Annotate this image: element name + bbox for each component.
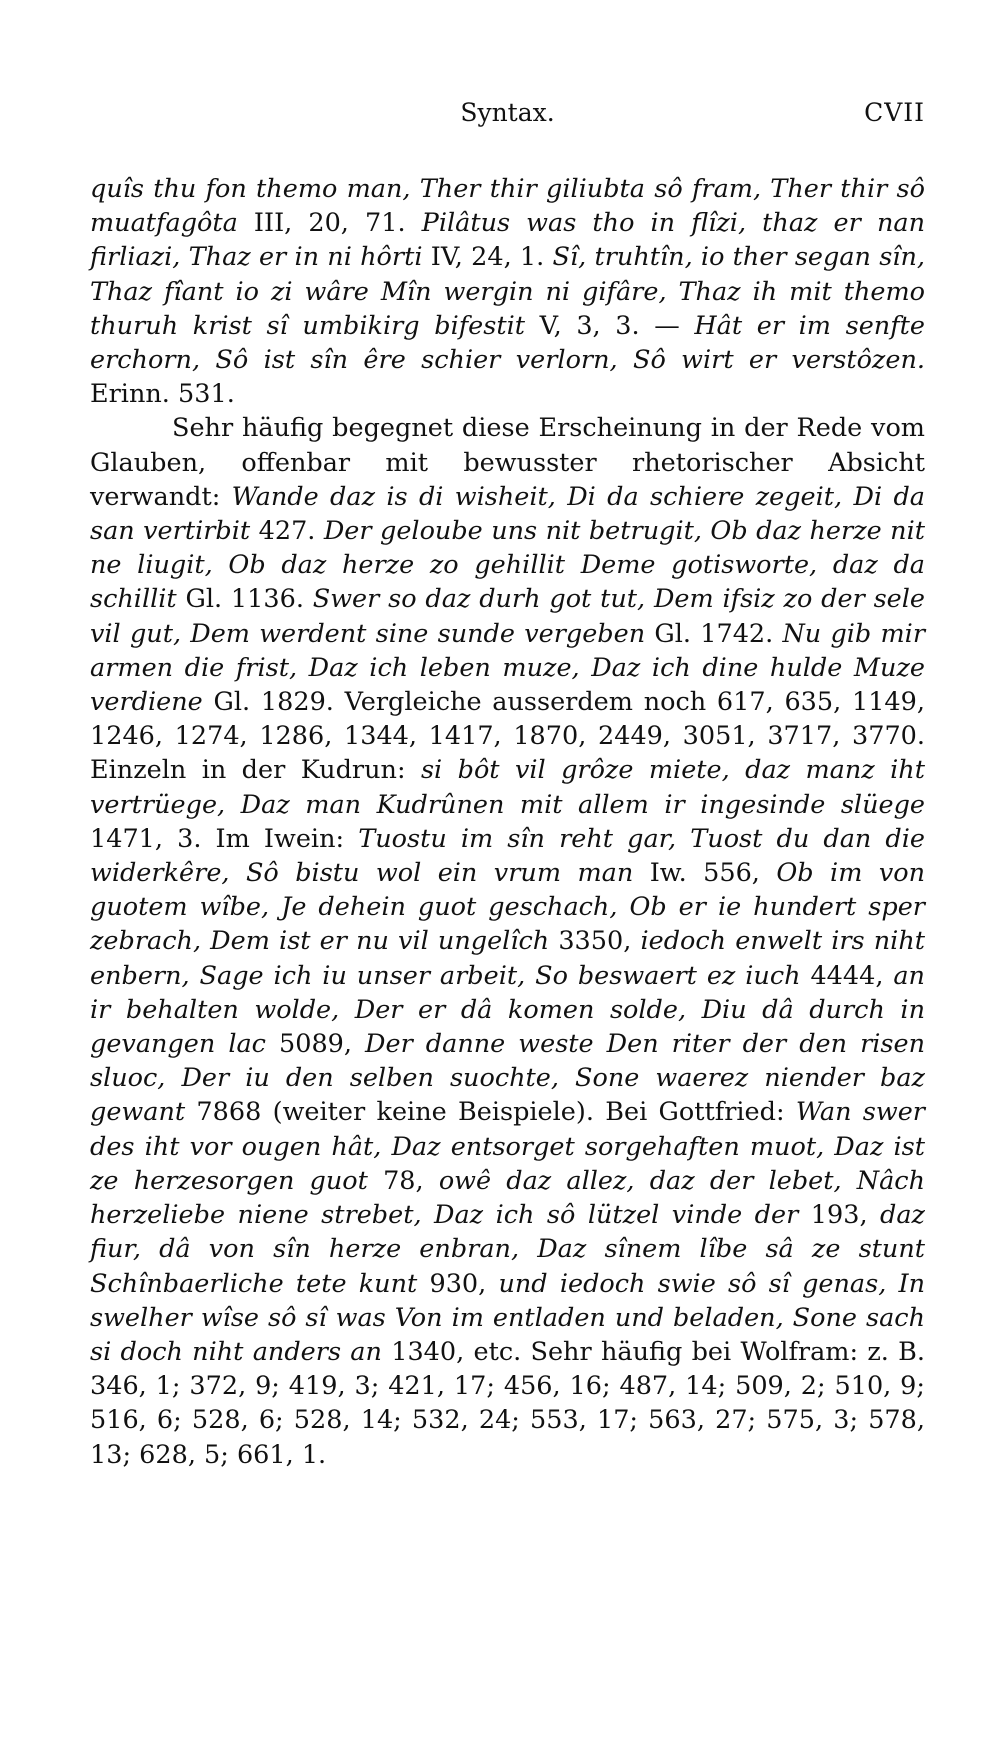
body-span: Gl. 1136. xyxy=(176,584,313,615)
body-span: IV, 24, 1. xyxy=(422,242,553,273)
quotation-text: owê daz allez, daz der lebet, Nâch herzeliebe niene strebet, Daz ich sô lützel vinde der xyxy=(90,1165,926,1231)
quotation-text: an ir behalten wolde, Der er dâ komen solde, Diu dâ durch in gevangen lac xyxy=(90,960,925,1060)
quotation-text: iedoch enwelt irs niht enbern, Sage ich iu unser arbeit, So beswaert ez iuch xyxy=(90,926,926,991)
quotation-text: Tuostu im sîn reht gar, Tuost du dan die widerkêre, Sô bistu wol ein vrum man xyxy=(90,823,925,889)
body-span: 4444, xyxy=(800,960,894,991)
quotation-text: quîs thu fon themo man, Ther thir giliubta sô fram, Ther thir sô muatfagôta xyxy=(90,174,925,239)
body-text xyxy=(90,172,925,1472)
body-span: 1471, 3. Im Iwein: xyxy=(90,823,359,854)
body-span: 3350, xyxy=(549,926,641,957)
page-number: CVII xyxy=(864,98,925,127)
body-span: 193, xyxy=(798,1200,881,1231)
paragraph xyxy=(90,411,925,1471)
quotation-text: Hât er im senfte erchorn, Sô ist sîn êre schier verlorn, Sô wirt er verstôzen. xyxy=(90,310,925,376)
quotation-text: Swer so daz durh got tut, Dem ifsiz zo der sele vil gut, Dem werdent sine sunde vergeben xyxy=(90,584,926,649)
body-span: Gl. 1742. xyxy=(645,618,783,649)
quotation-text: Wande daz is di wisheit, Di da schiere zegeit, Di da san vertirbit xyxy=(90,481,925,547)
running-title: Syntax. xyxy=(460,98,555,127)
quotation-text: Der geloube uns nit betrugit, Ob daz herze nit ne liugit, Ob daz herze zo gehillit Deme gotisworte, daz da schillit xyxy=(90,516,925,615)
body-span: 7868 (weiter keine Beispiele). Bei Gottfried: xyxy=(185,1097,796,1128)
quotation-text: Nu gib mir armen die frist, Daz ich leben muze, Daz ich dine hulde Muze verdiene xyxy=(90,618,926,718)
quotation-text: Der danne weste Den riter der den risen sluoc, Der iu den selben suochte, Sone waerez niender baz gewant xyxy=(90,1029,926,1128)
quotation-text: Sî, truhtîn, io ther segan sîn, Thaz fîant io zi wâre Mîn wergin ni gifâre, Thaz ih mit themo thuruh krist sî umbikirg bifestit xyxy=(90,242,925,341)
quotation-text: si bôt vil grôze miete, daz manz iht vertrüege, Daz man Kudrûnen mit allem ir ingesinde slüege xyxy=(90,755,925,820)
body-span: Sehr häufig begegnet diese Erscheinung in der Rede vom Glauben, offenbar mit bewusster rhetorischer Absicht verwandt: xyxy=(90,413,925,512)
body-span: 1340, etc. Sehr häufig bei Wolfram: z. B. 346, 1; 372, 9; 419, 3; 421, 17; 456, 16; 487, 14; 509, 2; 510, 9; 516, 6; 528, 6; 528, 14; 532, 24; 553, 17; 563, 27; 575, 3; 578, 13; 628, 5; 661, 1. xyxy=(90,1336,925,1470)
body-span: Erinn. 531. xyxy=(90,379,235,410)
body-span: Iw. 556, xyxy=(633,858,777,889)
body-span: 5089, xyxy=(265,1029,366,1060)
paragraph xyxy=(90,172,925,411)
quotation-text: Wan swer des iht vor ougen hât, Daz entsorget sorgehaften muot, Daz ist ze herzesorgen guot xyxy=(90,1097,925,1196)
quotation-text: daz fiur, dâ von sîn herze enbran, Daz sînem lîbe sâ ze stunt Schînbaerliche tete kunt xyxy=(90,1200,925,1299)
quotation-text: und iedoch swie sô sî genas, In swelher wîse sô sî was Von im entladen und beladen, Sone sach si doch niht anders an xyxy=(90,1268,925,1367)
body-span: 78, xyxy=(367,1165,439,1196)
body-span: Gl. 1829. Vergleiche ausserdem noch 617, 635, 1149, 1246, 1274, 1286, 1344, 1417, 1870, 2449, 3051, 3717, 3770. Einzeln in der Kudrun: xyxy=(90,687,925,786)
page-header xyxy=(90,98,925,138)
body-span: 930, xyxy=(417,1268,499,1299)
body-span: 427. xyxy=(250,516,324,547)
quotation-text: Pilâtus was tho in flîzi, thaz er nan firliazi, Thaz er in ni hôrti xyxy=(90,208,925,273)
quotation-text: Ob im von guotem wîbe, Je dehein guot geschach, Ob er ie hundert sper zebrach, Dem ist er nu vil ungelîch xyxy=(90,858,925,957)
body-span: III, 20, 71. xyxy=(237,208,422,239)
body-span: V, 3, 3. — xyxy=(525,310,695,341)
